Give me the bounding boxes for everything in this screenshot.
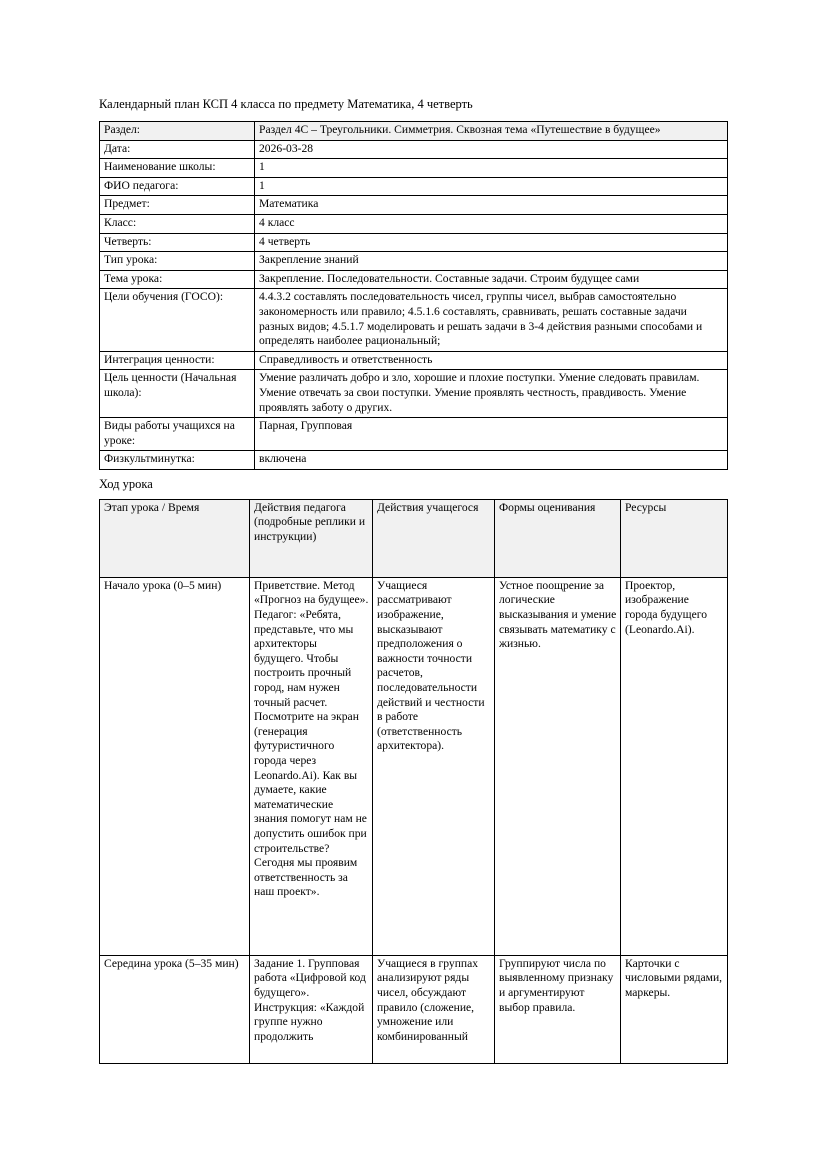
info-value: Умение различать добро и зло, хорошие и плохие поступки. Умение следовать правилам. Умение отвечать за свои поступки. Умение проявлять честность, правдивость. Умение проявлять заботу о других. (255, 370, 728, 418)
info-value: Закрепление знаний (255, 252, 728, 271)
info-label: Цель ценности (Начальная школа): (100, 370, 255, 418)
info-label: Наименование школы: (100, 159, 255, 178)
info-value: включена (255, 451, 728, 470)
table-row (100, 955, 728, 1063)
table-row (100, 177, 728, 196)
page-content (99, 96, 727, 1064)
cell-assessment: Группируют числа по выявленному признаку и аргументируют выбор правила. (495, 955, 621, 1063)
column-header-student-actions: Действия учащегося (373, 499, 495, 577)
flow-table-head (100, 499, 728, 577)
table-row (100, 577, 728, 955)
cell-resources: Карточки с числовыми рядами, маркеры. (621, 955, 728, 1063)
table-row (100, 289, 728, 351)
table-row (100, 418, 728, 451)
table-row (100, 351, 728, 370)
table-row (100, 233, 728, 252)
column-header-teacher-actions: Действия педагога (подробные реплики и инструкции) (250, 499, 373, 577)
table-header-row (100, 499, 728, 577)
info-value: 2026-03-28 (255, 140, 728, 159)
info-value: Закрепление. Последовательности. Составные задачи. Строим будущее сами (255, 270, 728, 289)
table-row (100, 252, 728, 271)
table-row (100, 370, 728, 418)
lesson-info-table (99, 121, 728, 470)
info-label: Тема урока: (100, 270, 255, 289)
info-label: Интеграция ценности: (100, 351, 255, 370)
info-value: 1 (255, 177, 728, 196)
info-value: 4.4.3.2 составлять последовательность чисел, группы чисел, выбрав самостоятельно закономерность или правило; 4.5.1.6 составлять, сравнивать, решать составные задачи разных видов; 4.5.1.7 моделировать и решать задачи в 3-4 действия разными способами и определять наиболее рациональный; (255, 289, 728, 351)
lesson-flow-table (99, 499, 728, 1064)
cell-teacher-actions: Приветствие. Метод «Прогноз на будущее». Педагог: «Ребята, представьте, что мы архитекторы будущего. Чтобы построить прочный город, нам нужен точный расчет. Посмотрите на экран (генерация футуристичного города через Leonardo.Ai). Как вы думаете, какие математические знания помогут нам не допустить ошибок при строительстве? Сегодня мы проявим ответственность за наш проект». (250, 577, 373, 955)
table-row (100, 451, 728, 470)
page-title: Календарный план КСП 4 класса по предмету Математика, 4 четверть (99, 97, 473, 111)
info-label: Физкультминутка: (100, 451, 255, 470)
cell-stage: Середина урока (5–35 мин) (100, 955, 250, 1063)
table-row (100, 270, 728, 289)
cell-resources: Проектор, изображение города будущего (Leonardo.Ai). (621, 577, 728, 955)
cell-assessment: Устное поощрение за логические высказывания и умение связывать математику с жизнью. (495, 577, 621, 955)
column-header-resources: Ресурсы (621, 499, 728, 577)
info-label: Цели обучения (ГОСО): (100, 289, 255, 351)
info-label: Четверть: (100, 233, 255, 252)
info-value: 4 класс (255, 214, 728, 233)
info-value: Математика (255, 196, 728, 215)
flow-heading: Ход урока (99, 476, 153, 491)
column-header-assessment: Формы оценивания (495, 499, 621, 577)
info-value: Справедливость и ответственность (255, 351, 728, 370)
info-label: ФИО педагога: (100, 177, 255, 196)
cell-student-actions: Учащиеся рассматривают изображение, высказывают предположения о важности точности расчетов, последовательности действий и честности в работе (ответственность архитектора). (373, 577, 495, 955)
info-value: Парная, Групповая (255, 418, 728, 451)
table-row (100, 140, 728, 159)
table-row (100, 159, 728, 178)
lesson-info-body (100, 122, 728, 470)
info-value: 1 (255, 159, 728, 178)
table-row (100, 122, 728, 141)
cell-student-actions: Учащиеся в группах анализируют ряды чисел, обсуждают правило (сложение, умножение или комбинированный (373, 955, 495, 1063)
info-label: Виды работы учащихся на уроке: (100, 418, 255, 451)
cell-stage: Начало урока (0–5 мин) (100, 577, 250, 955)
info-label: Класс: (100, 214, 255, 233)
info-label: Тип урока: (100, 252, 255, 271)
table-row (100, 196, 728, 215)
table-row (100, 214, 728, 233)
info-label: Дата: (100, 140, 255, 159)
info-label: Раздел: (100, 122, 255, 141)
cell-teacher-actions: Задание 1. Групповая работа «Цифровой код будущего». Инструкция: «Каждой группе нужно продолжить (250, 955, 373, 1063)
info-value: Раздел 4С – Треугольники. Симметрия. Сквозная тема «Путешествие в будущее» (255, 122, 728, 141)
info-value: 4 четверть (255, 233, 728, 252)
column-header-stage: Этап урока / Время (100, 499, 250, 577)
info-label: Предмет: (100, 196, 255, 215)
flow-table-body (100, 577, 728, 1063)
